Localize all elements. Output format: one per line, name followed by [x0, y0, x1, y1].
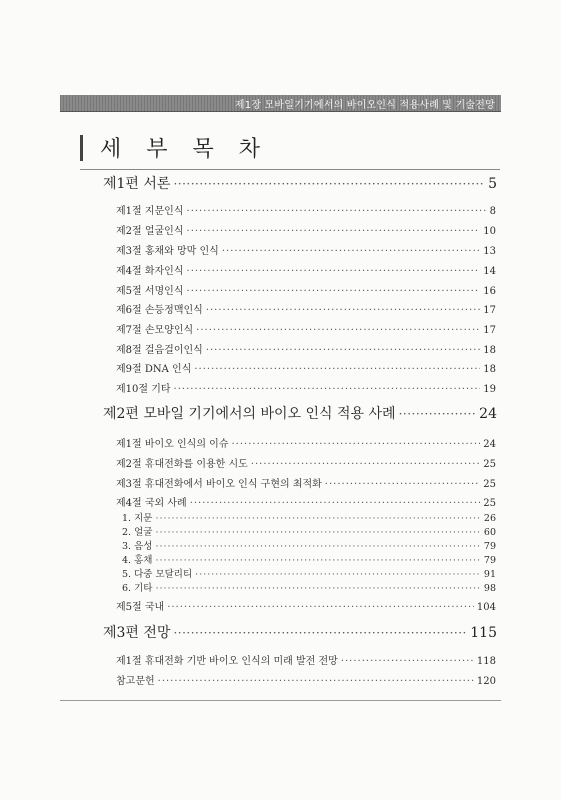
- toc-part-entry[interactable]: [103, 403, 497, 423]
- toc-entry-page: 26: [483, 513, 496, 524]
- toc-entry-page: 115: [470, 625, 497, 641]
- toc-entry-page: 16: [483, 286, 496, 297]
- toc-entry-label: 제1절 바이오 인식의 이슈: [116, 439, 229, 450]
- toc-entry-label: 제1편 서론: [103, 176, 171, 192]
- toc-entry-page: 25: [483, 459, 496, 470]
- toc-leader-dots: [325, 479, 480, 490]
- toc-section-entry[interactable]: [116, 494, 496, 509]
- page-title: 세 부 목 차: [100, 137, 269, 162]
- toc-entry-label: 2. 얼굴: [122, 527, 153, 538]
- running-header-text: 제1장 모바일기기에서의 바이오인식 적용사례 및 기술전망: [234, 100, 495, 111]
- toc-leader-dots: [195, 569, 481, 580]
- toc-leader-dots: [251, 459, 480, 470]
- toc-leader-dots: [158, 676, 474, 687]
- toc-entry-label: 6. 기타: [122, 583, 153, 594]
- toc-entry-label: 제6절 손등정맥인식: [116, 305, 203, 316]
- running-header: [60, 95, 501, 112]
- toc-entry-label: 제2절 휴대전화를 이용한 시도: [116, 459, 248, 470]
- title-rule: [80, 169, 500, 170]
- toc-entry-label: 참고문헌: [116, 676, 155, 687]
- toc-leader-dots: [187, 286, 481, 297]
- toc-leader-dots: [155, 583, 480, 594]
- toc-subsection-entry[interactable]: [122, 510, 496, 524]
- toc-leader-dots: [173, 177, 485, 191]
- toc-section-entry[interactable]: [116, 475, 496, 490]
- toc-section-entry[interactable]: [116, 598, 496, 613]
- toc-leader-dots: [222, 246, 480, 257]
- toc-section-entry[interactable]: [116, 652, 496, 667]
- toc-leader-dots: [190, 498, 481, 509]
- toc-entry-page: 17: [483, 325, 496, 336]
- toc-section-entry[interactable]: [116, 242, 496, 257]
- toc-entry-page: 14: [483, 266, 496, 277]
- toc-leader-dots: [155, 555, 480, 566]
- toc-entry-label: 제8절 걸음걸이인식: [116, 345, 203, 356]
- toc-leader-dots: [232, 439, 481, 450]
- toc-entry-page: 8: [489, 206, 496, 217]
- toc-entry-page: 118: [476, 656, 496, 667]
- toc-part-entry[interactable]: [103, 622, 497, 642]
- toc-entry-label: 제7절 손모양인식: [116, 325, 194, 336]
- toc-entry-label: 제4절 국외 사례: [116, 498, 187, 509]
- toc-entry-label: 제5절 서명인식: [116, 286, 184, 297]
- bottom-rule: [60, 700, 501, 701]
- toc-leader-dots: [206, 305, 480, 316]
- toc-leader-dots: [206, 345, 480, 356]
- toc-entry-label: 제5절 국내: [116, 602, 165, 613]
- toc-entry-label: 제1절 지문인식: [116, 206, 184, 217]
- toc-part-entry[interactable]: [103, 173, 497, 193]
- toc-entry-label: 제3절 홍채와 망막 인식: [116, 246, 219, 257]
- toc-entry-label: 4. 홍채: [122, 555, 153, 566]
- toc-leader-dots: [155, 527, 480, 538]
- toc-entry-page: 17: [483, 305, 496, 316]
- toc-subsection-entry[interactable]: [122, 552, 496, 566]
- toc-entry-label: 3. 음성: [122, 541, 153, 552]
- toc-leader-dots: [341, 656, 474, 667]
- toc-entry-page: 24: [479, 406, 497, 422]
- toc-entry-page: 13: [483, 246, 496, 257]
- toc-leader-dots: [194, 364, 480, 375]
- toc-leader-dots: [174, 384, 481, 395]
- toc-section-entry[interactable]: [116, 321, 496, 336]
- toc-entry-label: 제2절 얼굴인식: [116, 226, 184, 237]
- toc-entry-page: 120: [476, 676, 496, 687]
- toc-leader-dots: [187, 266, 481, 277]
- toc-entry-label: 제4절 화자인식: [116, 266, 184, 277]
- toc-leader-dots: [187, 226, 481, 237]
- toc-entry-page: 18: [483, 364, 496, 375]
- toc-entry-page: 104: [476, 602, 496, 613]
- toc-entry-label: 5. 다중 모달리티: [122, 569, 193, 580]
- toc-section-entry[interactable]: [116, 360, 496, 375]
- toc-section-entry[interactable]: [116, 282, 496, 297]
- toc-entry-label: 제3절 휴대전화에서 바이오 인식 구현의 최적화: [116, 479, 322, 490]
- toc-entry-page: 18: [483, 345, 496, 356]
- toc-entry-label: 제2편 모바일 기기에서의 바이오 인식 적용 사례: [103, 406, 396, 422]
- toc-leader-dots: [167, 602, 474, 613]
- toc-section-entry[interactable]: [116, 262, 496, 277]
- toc-entry-label: 제3편 전망: [103, 625, 171, 641]
- toc-section-entry[interactable]: [116, 301, 496, 316]
- toc-entry-label: 제9절 DNA 인식: [116, 364, 192, 375]
- toc-section-entry[interactable]: [116, 380, 496, 395]
- toc-section-entry[interactable]: [116, 222, 496, 237]
- toc-entry-page: 10: [483, 226, 496, 237]
- toc-entry-page: 98: [483, 583, 496, 594]
- toc-entry-label: 제1절 휴대전화 기반 바이오 인식의 미래 발전 전망: [116, 656, 338, 667]
- toc-entry-page: 25: [483, 498, 496, 509]
- title-marker: [80, 135, 83, 161]
- toc-section-entry[interactable]: [116, 672, 496, 687]
- toc-entry-page: 79: [483, 541, 496, 552]
- toc-entry-page: 25: [483, 479, 496, 490]
- toc-section-entry[interactable]: [116, 202, 496, 217]
- toc-entry-page: 19: [483, 384, 496, 395]
- toc-leader-dots: [155, 513, 480, 524]
- toc-entry-label: 제10절 기타: [116, 384, 171, 395]
- toc-entry-label: 1. 지문: [122, 513, 153, 524]
- toc-entry-page: 5: [488, 176, 497, 192]
- toc-subsection-entry[interactable]: [122, 580, 496, 594]
- toc-section-entry[interactable]: [116, 435, 496, 450]
- toc-subsection-entry[interactable]: [122, 566, 496, 580]
- toc-leader-dots: [187, 206, 487, 217]
- toc-section-entry[interactable]: [116, 455, 496, 470]
- toc-leader-dots: [399, 407, 477, 421]
- toc-leader-dots: [196, 325, 480, 336]
- toc-subsection-entry[interactable]: [122, 538, 496, 552]
- toc-leader-dots: [173, 626, 467, 640]
- toc-entry-page: 91: [483, 569, 496, 580]
- toc-entry-page: 60: [483, 527, 496, 538]
- toc-leader-dots: [155, 541, 480, 552]
- toc-subsection-entry[interactable]: [122, 524, 496, 538]
- toc-section-entry[interactable]: [116, 341, 496, 356]
- toc-entry-page: 24: [483, 439, 496, 450]
- toc-entry-page: 79: [483, 555, 496, 566]
